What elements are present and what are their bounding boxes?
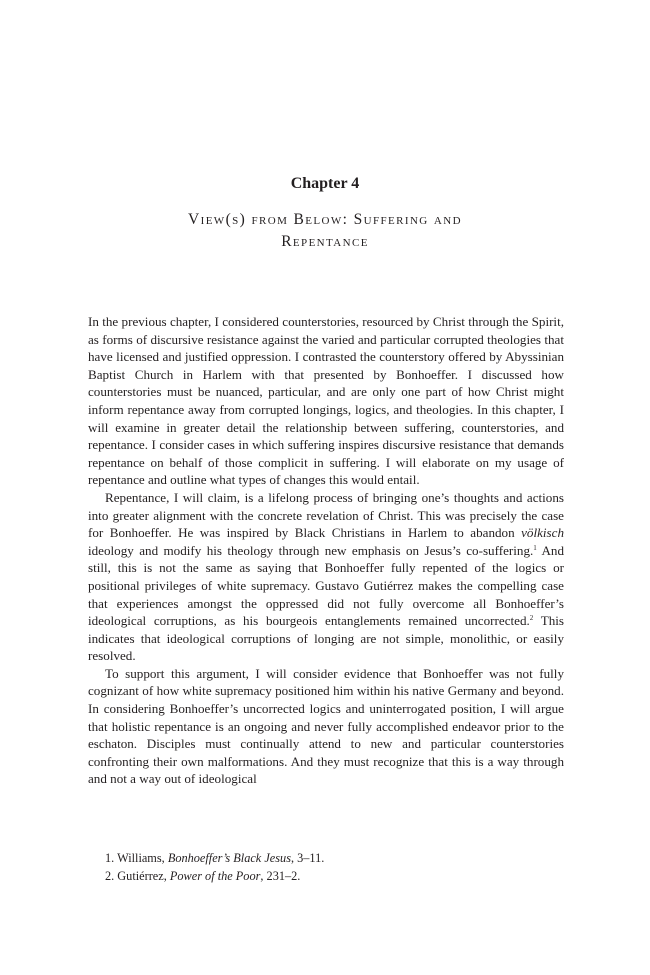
paragraph-1: In the previous chapter, I considered counterstories, resourced by Christ through the Spirit, as forms of discursive resistance against the varied and particular corrupted theologies that have licensed and justified oppression. I contrasted the counterstory offered by Abyssinian Baptist Church in Harlem with that presented by Bonhoeffer. I discussed how counterstories must be nuanced, particular, and are only one part of how Christ might inform repentance away from corrupted longings, logics, and theologies. In this chapter, I will examine in greater detail the relationship between suffering, counterstories, and repentance. I consider cases in which suffering inspires discursive resistance that demands repentance on behalf of those complicit in suffering. I will elaborate on my usage of repentance and outline what types of changes this would entail. [88,314,564,488]
footnote-1 [105,849,565,867]
paragraph-2-text-a: Repentance, I will claim, is a lifelong process of bringing one’s thoughts and actions into greater alignment with the concrete revelation of Christ. This was precisely the case for Bonhoeffer. He was inspired by Black Christians in Harlem to abandon [88,489,564,541]
chapter-title-line-2: Repentance [281,233,369,250]
paragraph-2-text-b: ideology and modify his theology through new emphasis on Jesus’s co-suffering. [88,542,534,558]
paragraph-2-italic-term: völkisch [521,525,564,541]
footnote-2-suffix: , 231–2. [260,869,301,883]
footnote-1-prefix: 1. Williams, [105,851,168,865]
footnote-1-suffix: , 3–11. [290,851,325,865]
footnote-2-prefix: 2. Gutiérrez, [105,869,170,883]
chapter-title-line-1: View(s) from Below: Suffering and [188,211,462,228]
paragraph-2 [88,489,564,665]
footnote-ref-2: 2 [529,614,534,623]
paragraph-2-text-c: And still, this is not the same as saying that Bonhoeffer fully repented of the logics or positional privileges of white supremacy. Gustavo Gutiérrez makes the compelling case that experiences amongst the oppressed did not fully overcome all Bonhoeffer’s ideological corruptions, as his bourgeois entanglements remained uncorrected. [88,542,564,629]
chapter-title [130,209,520,253]
footnote-1-title: Bonhoeffer’s Black Jesus [167,851,291,865]
paragraph-3: To support this argument, I will consider evidence that Bonhoeffer was not fully cognizant of how white supremacy positioned him within his native Germany and beyond. In considering Bonhoeffer’s uncorrected logics and uninterrogated position, I will argue that holistic repentance is an ongoing and never fully accomplished endeavor prior to the eschaton. Disciples must continually attend to new and particular counterstories confronting their own malformations. And they must recognize that this is a way through and not a way out of ideological [88,665,564,787]
footnotes [105,849,565,885]
chapter-label: Chapter 4 [290,175,360,192]
footnote-ref-1: 1 [533,543,537,552]
footnote-2-title: Power of the Poor [169,869,261,883]
body-text [88,313,564,788]
paragraph-2-text-d: This indicates that ideological corruptions of longing are not simple, monolithic, or easily resolved. [88,613,564,664]
footnote-2 [105,867,565,885]
